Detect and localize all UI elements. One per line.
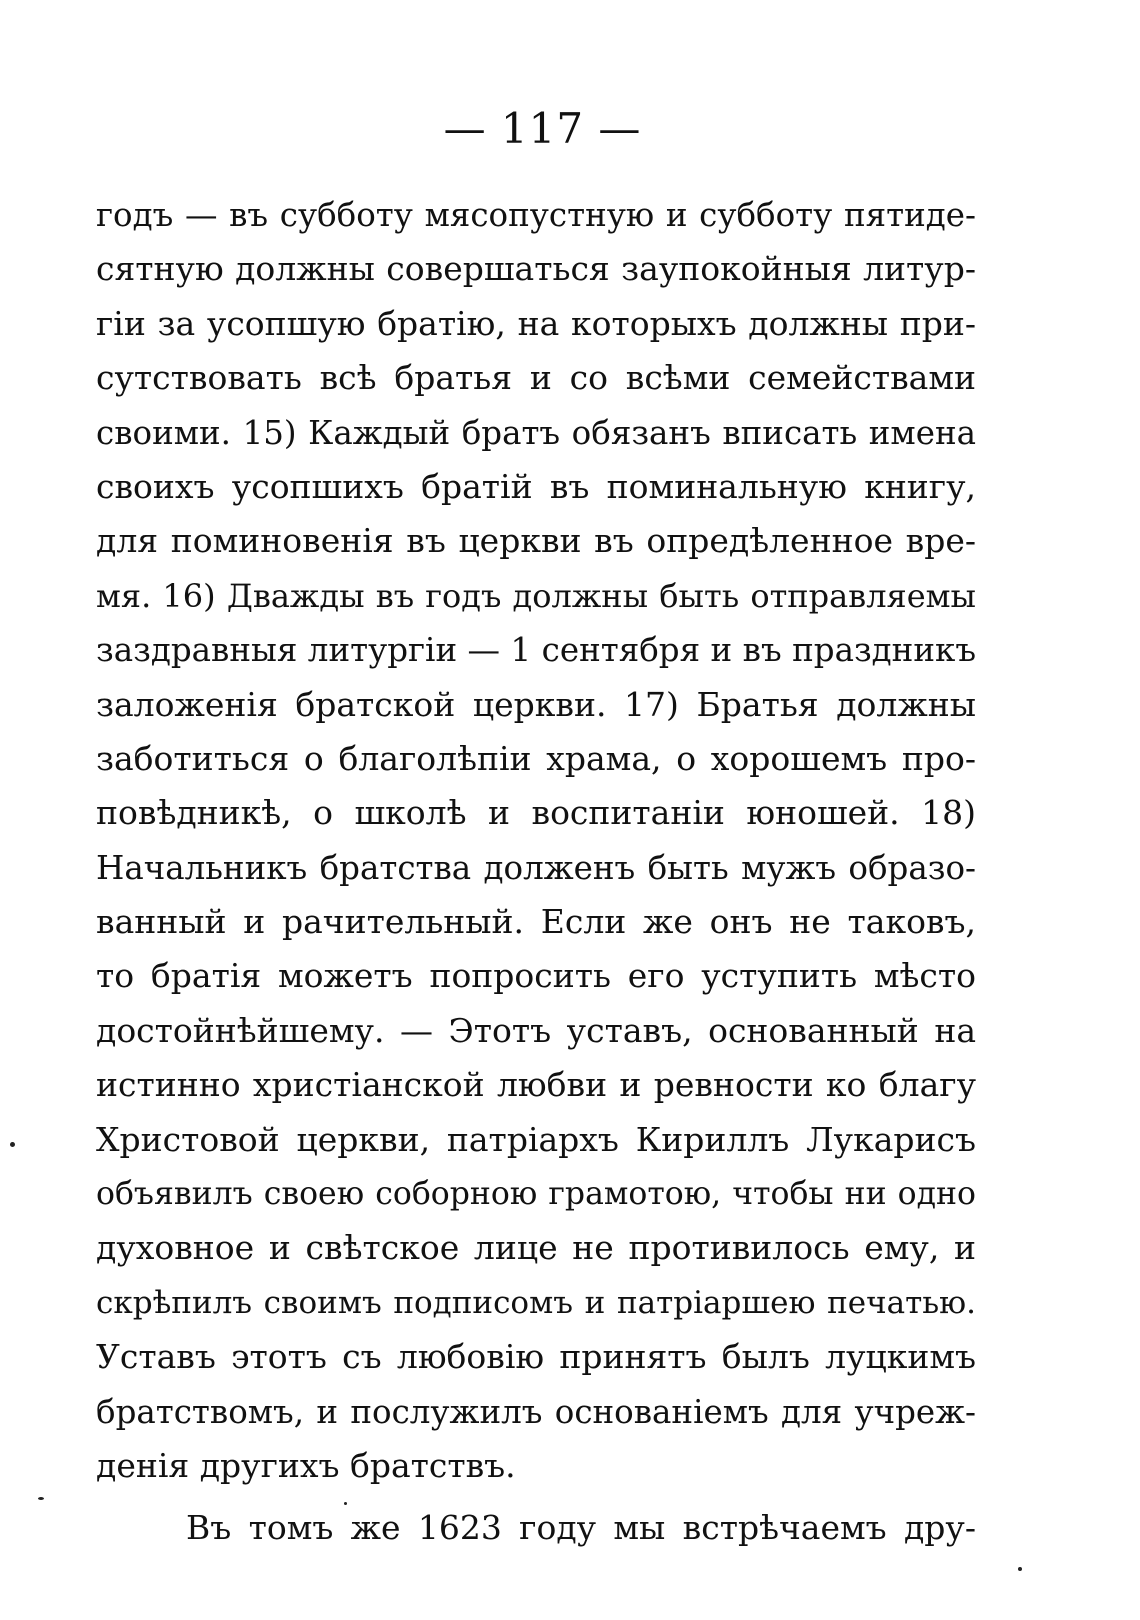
text-line: истинно христіанской любви и ревности ко благу [96,1065,976,1105]
text-line: достойнѣйшему. — Этотъ уставъ, основанный на [96,1010,976,1050]
page-number: — 117 — [443,104,642,153]
text-line: сятную должны совершаться заупокойныя литур- [96,249,976,289]
text-line: своихъ усопшихъ братій въ поминальную книгу, [96,466,976,506]
paragraph-2 [96,1501,976,1555]
text-line: заложенія братской церкви. 17) Братья должны [96,684,976,724]
text-line: заздравныя литургіи — 1 сентября и въ праздникъ [96,631,976,670]
scan-speck [1018,1567,1022,1571]
text-line: Христовой церкви, патріархъ Кириллъ Лукарисъ [96,1119,976,1159]
paragraph-gap [96,1493,976,1501]
text-line: скрѣпилъ своимъ подписомъ и патріаршею печатью. [96,1284,976,1321]
text-line: заботиться о благолѣпіи храма, о хорошемъ про- [96,738,976,778]
text-line: своими. 15) Каждый братъ обязанъ вписать имена [96,413,976,452]
scan-speck [344,1502,347,1505]
text-line: Въ томъ же 1623 году мы встрѣчаемъ дру- [186,1508,976,1548]
text-line: духовное и свѣтское лице не противилось ему, и [96,1228,976,1268]
scan-speck [38,1497,44,1500]
text-line: годъ — въ субботу мясопустную и субботу пятиде- [96,196,976,234]
text-line: гіи за усопшую братію, на которыхъ должны при- [96,303,976,343]
text-line: братствомъ, и послужилъ основаніемъ для учреж- [96,1392,976,1431]
text-line: для поминовенія въ церкви въ опредѣленное вре- [96,521,976,561]
text-line: то братія можетъ попросить его уступить мѣсто [96,956,976,996]
text-line: мя. 16) Дважды въ годъ должны быть отправляемы [96,576,976,615]
text-line: Начальникъ братства долженъ быть мужъ образо- [96,848,976,887]
scan-speck [10,1142,15,1147]
text-line: сутствовать всѣ братья и со всѣми семействами [96,358,976,398]
paragraph-1 [96,188,976,1493]
text-line: Уставъ этотъ съ любовію принятъ былъ луцкимъ [96,1337,976,1377]
text-line: объявилъ своею соборною грамотою, чтобы ни одно [96,1176,976,1213]
text-line: повѣдникѣ, о школѣ и воспитаніи юношей. 18) [96,793,976,833]
body-text [96,188,976,1556]
text-line: денія другихъ братствъ. [96,1445,516,1485]
text-line: ванный и рачительный. Если же онъ не таковъ, [96,902,976,942]
